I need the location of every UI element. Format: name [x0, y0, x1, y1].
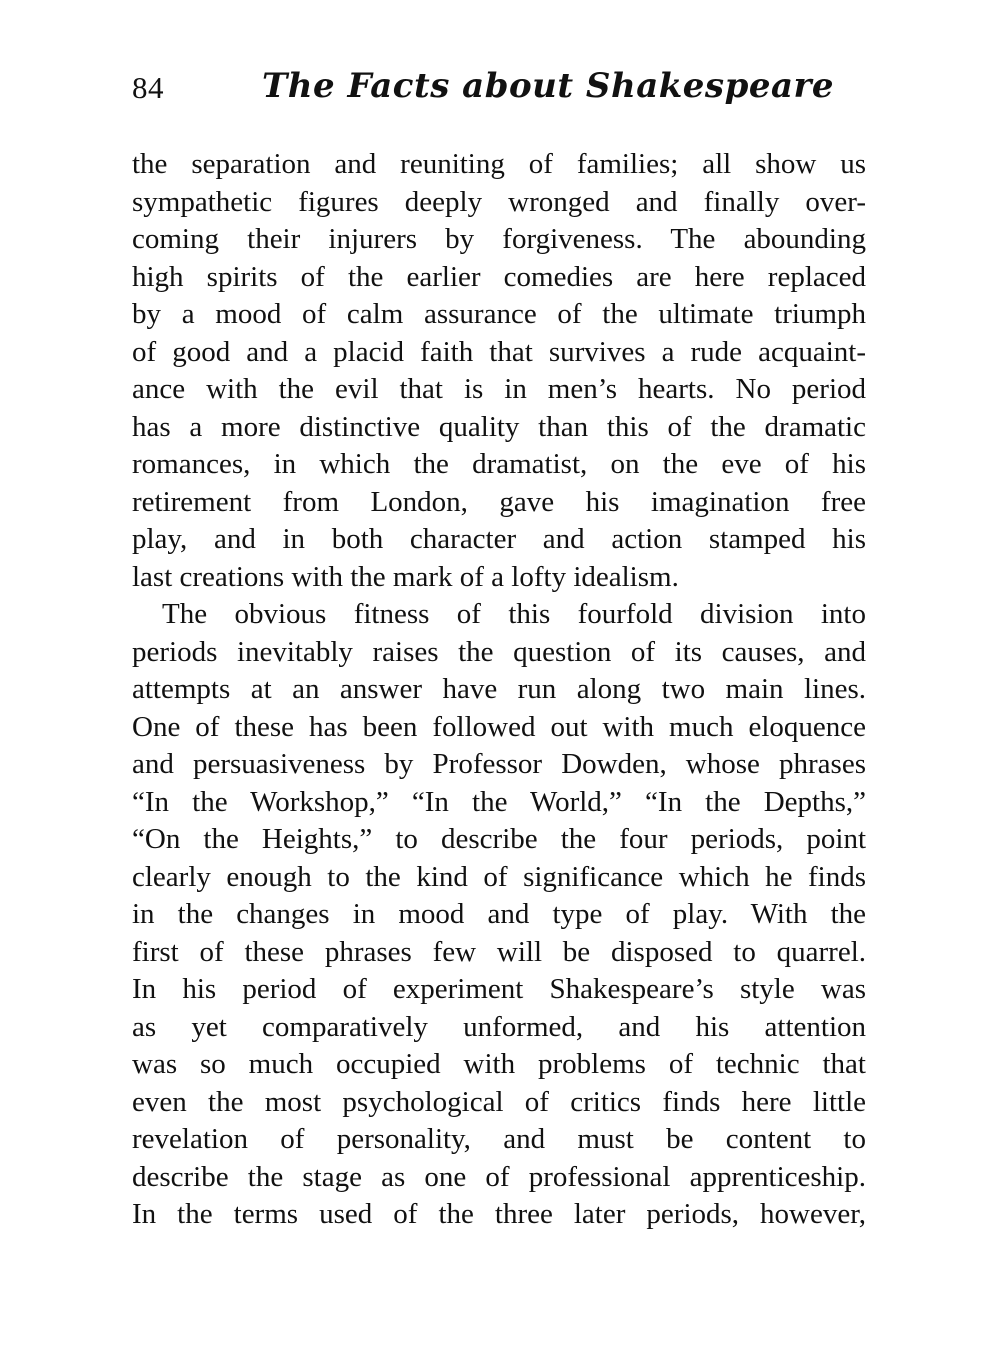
text-line: describe the stage as one of professional apprenticeship. [132, 1160, 866, 1193]
running-title: The Facts about Shakespeare [262, 66, 835, 106]
page-header [132, 64, 868, 114]
text-line: The obvious fitness of this fourfold division into [162, 598, 866, 630]
text-line: has a more distinctive quality than this of the dramatic [132, 410, 866, 443]
text-line: “In the Workshop,” “In the World,” “In the Depths,” [132, 785, 866, 818]
text-line: sympathetic figures deeply wronged and finally over- [132, 185, 866, 218]
text-line: in the changes in mood and type of play. With the [132, 898, 866, 930]
text-line: periods inevitably raises the question of its causes, and [132, 635, 866, 668]
text-line: even the most psychological of critics finds here little [132, 1085, 866, 1118]
text-line: revelation of personality, and must be content to [132, 1123, 866, 1155]
body-text [132, 146, 866, 1234]
text-line: of good and a placid faith that survives a rude acquaint- [132, 335, 866, 368]
text-line: attempts at an answer have run along two main lines. [132, 673, 866, 705]
page-number: 84 [132, 70, 164, 105]
text-line: and persuasiveness by Professor Dowden, whose phrases [132, 748, 866, 780]
text-line: was so much occupied with problems of technic that [132, 1048, 866, 1080]
text-line: In his period of experiment Shakespeare’s style was [132, 973, 866, 1005]
text-line: high spirits of the earlier comedies are here replaced [132, 260, 866, 293]
text-line: play, and in both character and action stamped his [132, 523, 866, 555]
text-line: clearly enough to the kind of significance which he finds [132, 860, 866, 893]
text-line: coming their injurers by forgiveness. The abounding [132, 223, 866, 255]
text-line: In the terms used of the three later periods, however, [132, 1198, 866, 1230]
text-line: first of these phrases few will be disposed to quarrel. [132, 935, 866, 968]
text-line: by a mood of calm assurance of the ultimate triumph [132, 298, 866, 330]
text-line: as yet comparatively unformed, and his attention [132, 1010, 866, 1043]
paragraph-1 [132, 146, 866, 596]
text-line: ance with the evil that is in men’s hearts. No period [132, 373, 866, 405]
text-line: last creations with the mark of a lofty idealism. [132, 560, 679, 593]
text-line: “On the Heights,” to describe the four periods, point [132, 823, 866, 855]
text-line: the separation and reuniting of families; all show us [132, 148, 866, 180]
paragraph-2 [132, 596, 866, 1234]
text-line: retirement from London, gave his imagination free [132, 485, 866, 518]
text-line: romances, in which the dramatist, on the eve of his [132, 448, 866, 480]
text-line: One of these has been followed out with much eloquence [132, 710, 866, 743]
